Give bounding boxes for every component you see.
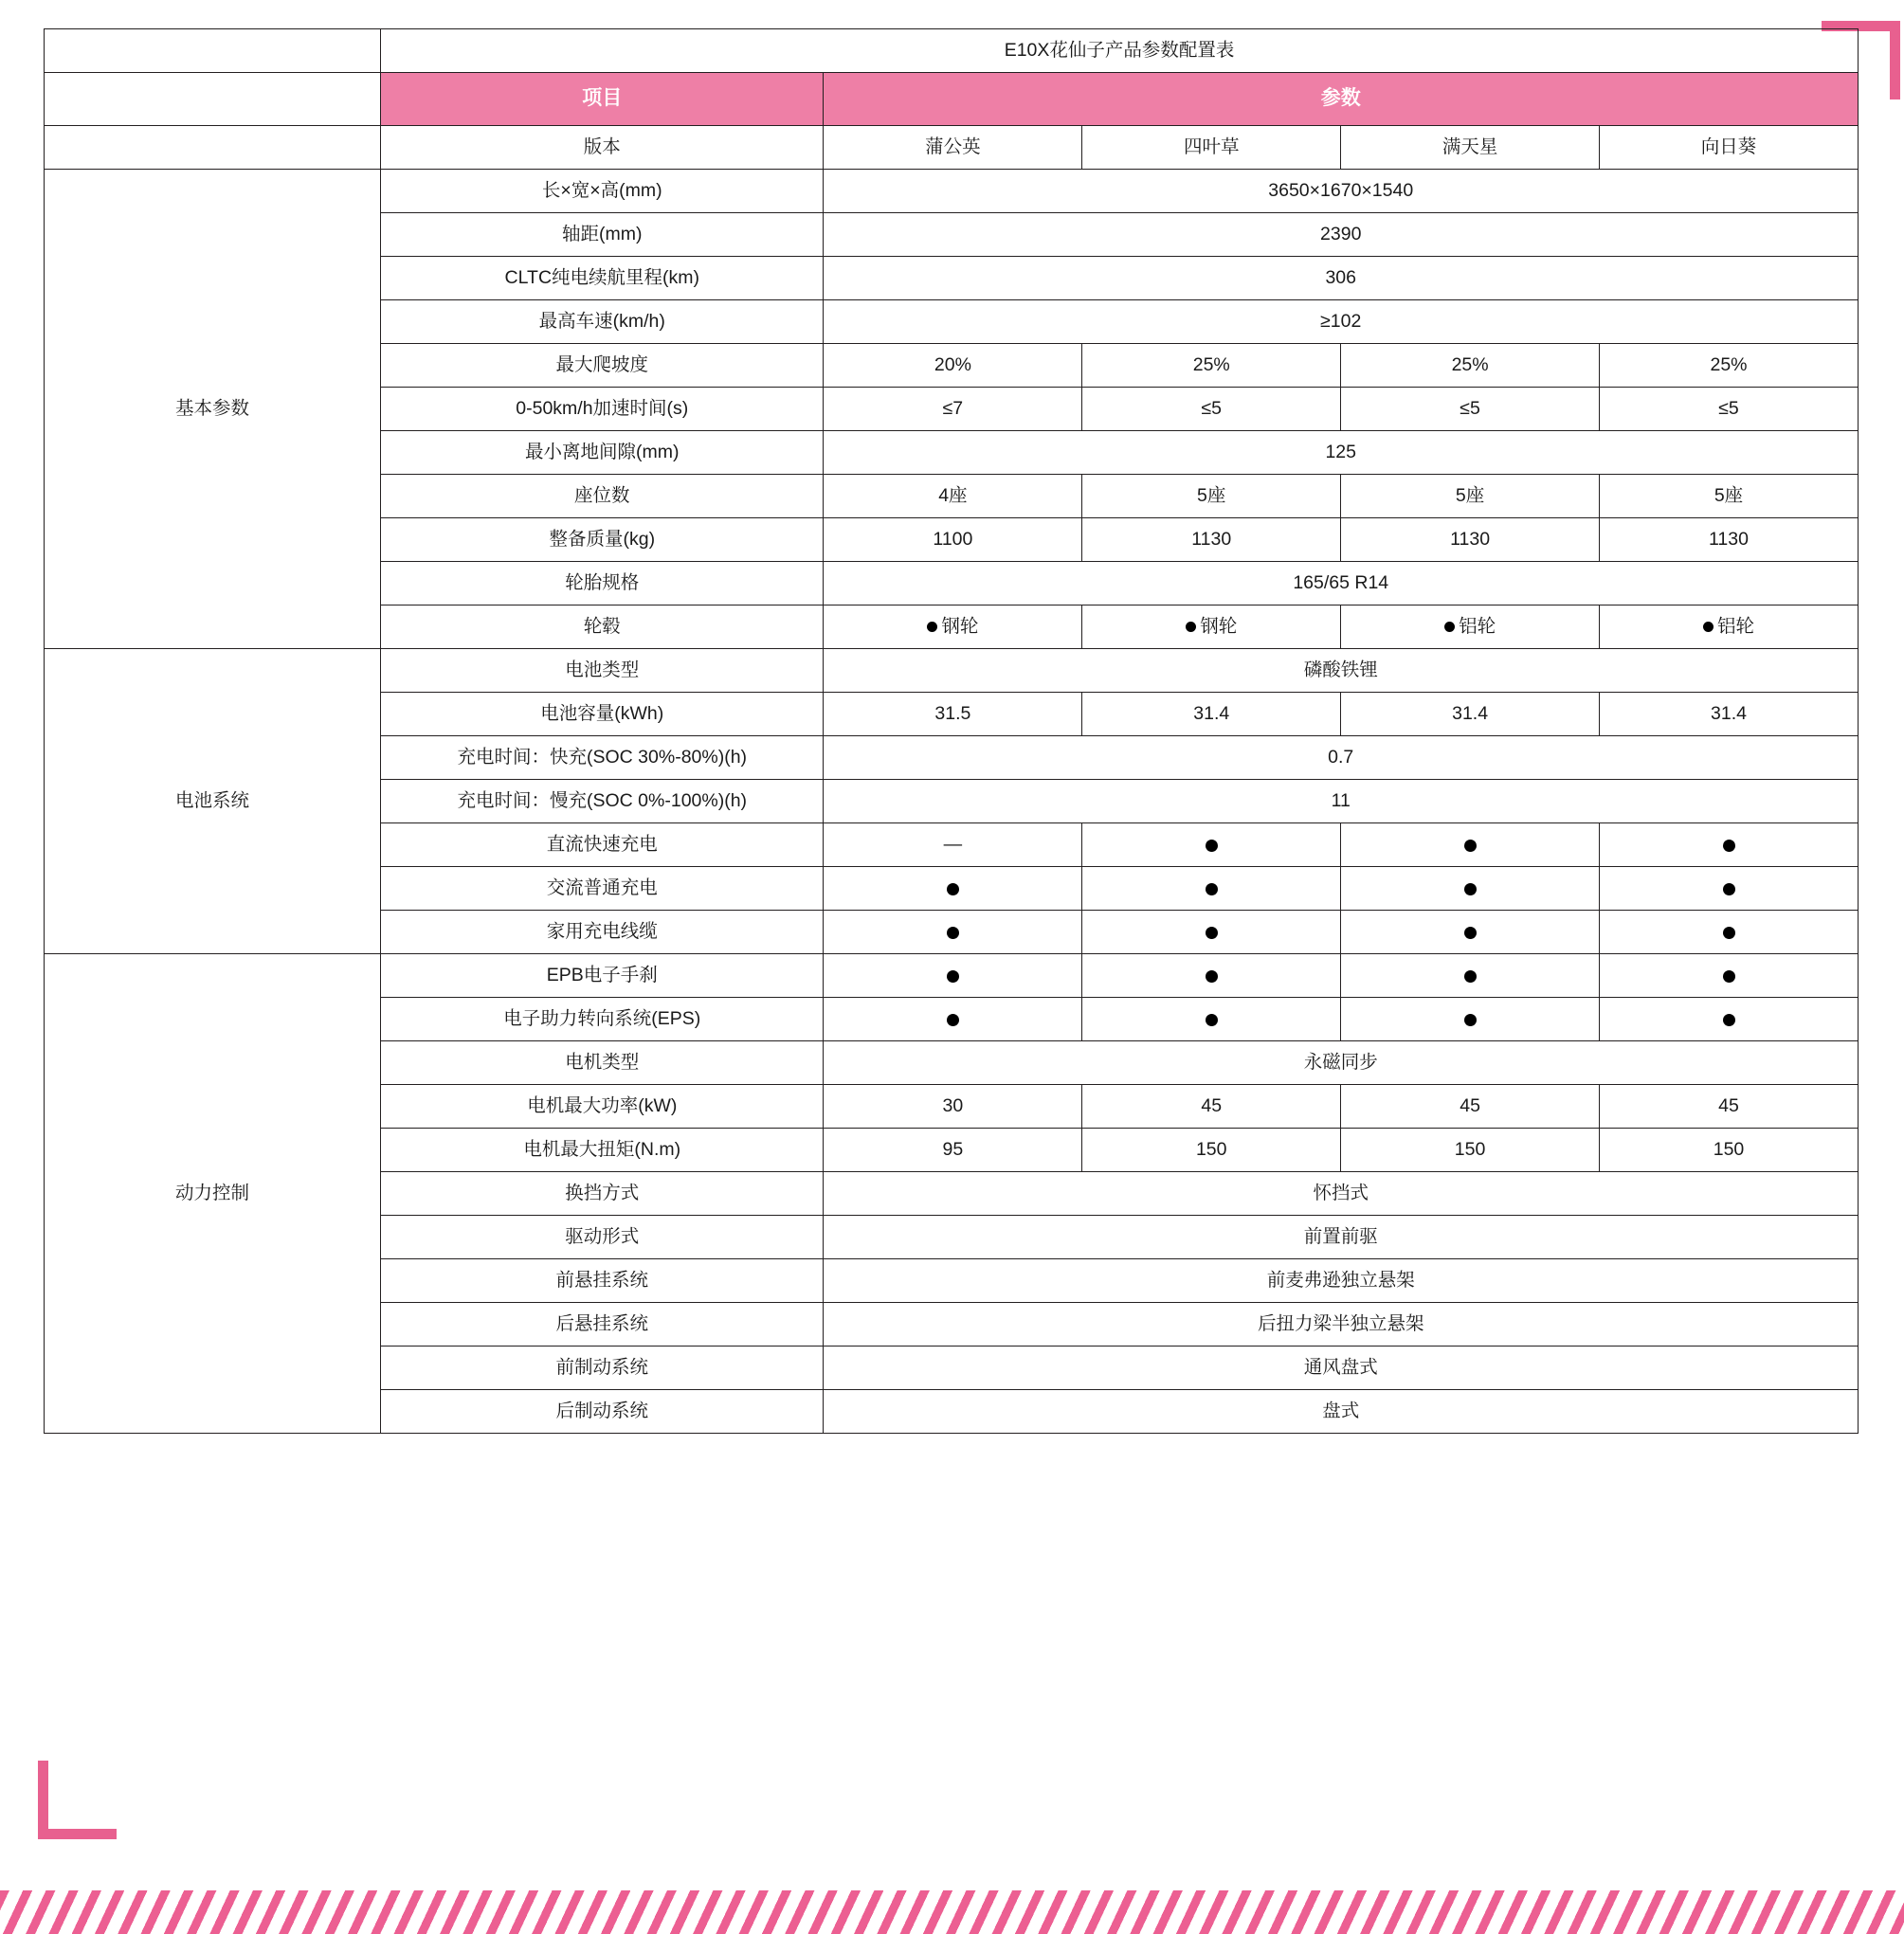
row-value-all: 永磁同步: [824, 1041, 1859, 1085]
row-label: 后制动系统: [381, 1390, 824, 1434]
row-label: 前制动系统: [381, 1347, 824, 1390]
version-name-2: 满天星: [1341, 126, 1600, 170]
section-name-1: 电池系统: [45, 649, 381, 954]
spec-row: [45, 954, 1859, 998]
row-value-all: 3650×1670×1540: [824, 170, 1859, 213]
corner-blank-cell: [45, 29, 381, 73]
row-value-1: 25%: [1082, 344, 1341, 388]
row-mark-1: [1082, 823, 1341, 867]
row-label: 家用充电线缆: [381, 911, 824, 954]
version-name-0: 蒲公英: [824, 126, 1082, 170]
row-value-all: 125: [824, 431, 1859, 475]
row-label: 电池类型: [381, 649, 824, 693]
row-label: 直流快速充电: [381, 823, 824, 867]
row-value-1: 钢轮: [1082, 606, 1341, 649]
row-value-0: 1100: [824, 518, 1082, 562]
row-value-1: 1130: [1082, 518, 1341, 562]
row-mark-3: [1600, 911, 1859, 954]
row-value-0: 95: [824, 1129, 1082, 1172]
header-param-label: 参数: [824, 73, 1859, 126]
version-name-3: 向日葵: [1600, 126, 1859, 170]
row-mark-2: [1341, 998, 1600, 1041]
row-label: 整备质量(kg): [381, 518, 824, 562]
row-label: 长×宽×高(mm): [381, 170, 824, 213]
row-label: 最高车速(km/h): [381, 300, 824, 344]
row-value-3: 25%: [1600, 344, 1859, 388]
row-value-all: 前置前驱: [824, 1216, 1859, 1259]
row-value-all: 通风盘式: [824, 1347, 1859, 1390]
row-value-0: ≤7: [824, 388, 1082, 431]
row-label: 充电时间：快充(SOC 30%-80%)(h): [381, 736, 824, 780]
row-value-0: 30: [824, 1085, 1082, 1129]
row-value-1: 5座: [1082, 475, 1341, 518]
spec-sheet: [44, 28, 1859, 1434]
row-value-all: 0.7: [824, 736, 1859, 780]
row-value-2: 45: [1341, 1085, 1600, 1129]
row-label: 前悬挂系统: [381, 1259, 824, 1303]
row-mark-3: [1600, 823, 1859, 867]
spec-table: [44, 28, 1859, 1434]
row-mark-0: [824, 911, 1082, 954]
header-item-label: 项目: [381, 73, 824, 126]
row-value-all: 2390: [824, 213, 1859, 257]
version-name-1: 四叶草: [1082, 126, 1341, 170]
row-value-3: ≤5: [1600, 388, 1859, 431]
row-label: 交流普通充电: [381, 867, 824, 911]
corner-blank-cell: [45, 126, 381, 170]
section-name-0: 基本参数: [45, 170, 381, 649]
row-label: 最小离地间隙(mm): [381, 431, 824, 475]
row-value-all: 306: [824, 257, 1859, 300]
row-label: 电机最大扭矩(N.m): [381, 1129, 824, 1172]
row-mark-2: [1341, 823, 1600, 867]
row-mark-3: [1600, 998, 1859, 1041]
row-label: 0-50km/h加速时间(s): [381, 388, 824, 431]
row-label: 电池容量(kWh): [381, 693, 824, 736]
row-value-2: 25%: [1341, 344, 1600, 388]
row-mark-2: [1341, 867, 1600, 911]
version-label: 版本: [381, 126, 824, 170]
row-mark-1: [1082, 998, 1341, 1041]
row-value-3: 150: [1600, 1129, 1859, 1172]
row-mark-1: [1082, 911, 1341, 954]
row-mark-1: [1082, 867, 1341, 911]
row-value-all: 怀挡式: [824, 1172, 1859, 1216]
row-value-3: 1130: [1600, 518, 1859, 562]
row-value-3: 铝轮: [1600, 606, 1859, 649]
row-value-2: 31.4: [1341, 693, 1600, 736]
page-title: E10X花仙子产品参数配置表: [381, 29, 1859, 73]
row-mark-3: [1600, 867, 1859, 911]
row-mark-2: [1341, 954, 1600, 998]
row-value-all: 盘式: [824, 1390, 1859, 1434]
section-name-2: 动力控制: [45, 954, 381, 1434]
row-value-all: 前麦弗逊独立悬架: [824, 1259, 1859, 1303]
version-row: [45, 126, 1859, 170]
row-mark-2: [1341, 911, 1600, 954]
row-mark-1: [1082, 954, 1341, 998]
row-mark-0: —: [824, 823, 1082, 867]
row-value-1: 150: [1082, 1129, 1341, 1172]
row-value-all: 11: [824, 780, 1859, 823]
row-value-2: ≤5: [1341, 388, 1600, 431]
row-value-1: 45: [1082, 1085, 1341, 1129]
row-label: 电机类型: [381, 1041, 824, 1085]
row-label: 换挡方式: [381, 1172, 824, 1216]
row-value-2: 150: [1341, 1129, 1600, 1172]
row-label: 座位数: [381, 475, 824, 518]
row-label: 后悬挂系统: [381, 1303, 824, 1347]
row-value-1: ≤5: [1082, 388, 1341, 431]
row-value-2: 5座: [1341, 475, 1600, 518]
row-value-all: 后扭力梁半独立悬架: [824, 1303, 1859, 1347]
row-mark-0: [824, 998, 1082, 1041]
decorative-corner-bottom-left: [38, 1761, 117, 1839]
row-value-all: 磷酸铁锂: [824, 649, 1859, 693]
row-value-2: 铝轮: [1341, 606, 1600, 649]
row-value-3: 45: [1600, 1085, 1859, 1129]
row-label: EPB电子手刹: [381, 954, 824, 998]
row-value-all: 165/65 R14: [824, 562, 1859, 606]
row-label: 轮胎规格: [381, 562, 824, 606]
row-value-0: 31.5: [824, 693, 1082, 736]
row-label: CLTC纯电续航里程(km): [381, 257, 824, 300]
decorative-bottom-stripes: [0, 1890, 1904, 1934]
row-label: 最大爬坡度: [381, 344, 824, 388]
row-label: 电机最大功率(kW): [381, 1085, 824, 1129]
row-label: 充电时间：慢充(SOC 0%-100%)(h): [381, 780, 824, 823]
row-label: 电子助力转向系统(EPS): [381, 998, 824, 1041]
spec-row: [45, 170, 1859, 213]
row-value-0: 20%: [824, 344, 1082, 388]
row-label: 驱动形式: [381, 1216, 824, 1259]
header-row: [45, 73, 1859, 126]
row-value-2: 1130: [1341, 518, 1600, 562]
row-mark-3: [1600, 954, 1859, 998]
row-value-1: 31.4: [1082, 693, 1341, 736]
row-value-0: 4座: [824, 475, 1082, 518]
row-value-3: 31.4: [1600, 693, 1859, 736]
row-value-0: 钢轮: [824, 606, 1082, 649]
title-row: [45, 29, 1859, 73]
row-label: 轮毂: [381, 606, 824, 649]
row-mark-0: [824, 954, 1082, 998]
corner-blank-cell: [45, 73, 381, 126]
row-value-all: ≥102: [824, 300, 1859, 344]
row-value-3: 5座: [1600, 475, 1859, 518]
row-mark-0: [824, 867, 1082, 911]
spec-row: [45, 649, 1859, 693]
row-label: 轴距(mm): [381, 213, 824, 257]
